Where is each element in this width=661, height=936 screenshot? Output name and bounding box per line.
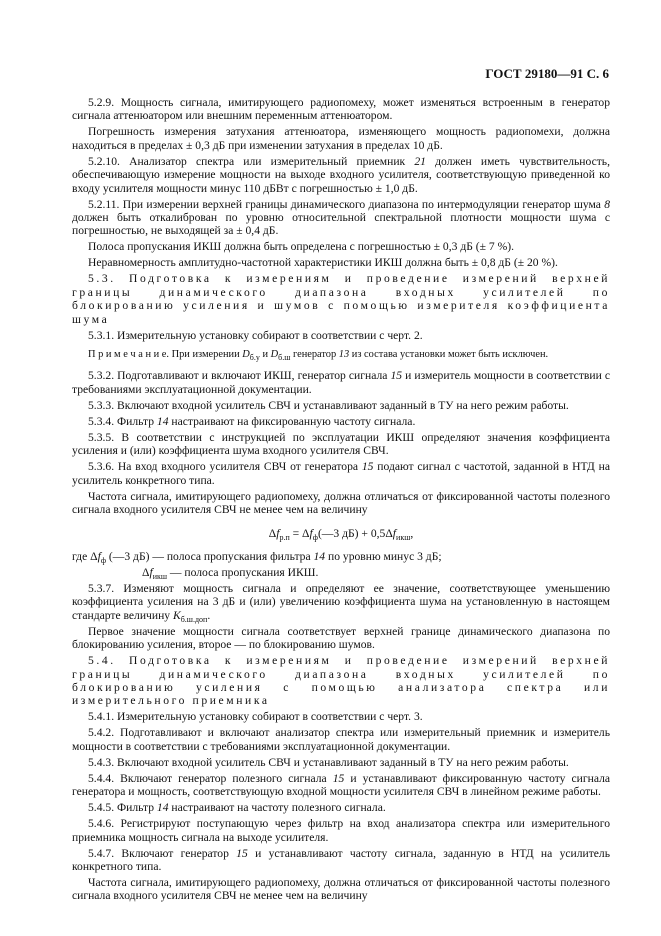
text-run: где Δ <box>72 549 98 563</box>
text-run: подают сигнал с частотой, заданной в НТД на усилитель конкретного типа. <box>72 460 610 487</box>
paragraph <box>72 369 610 396</box>
paragraph <box>72 198 610 238</box>
text-run: из состава установки может быть исключен. <box>349 349 549 361</box>
section-heading <box>72 654 610 708</box>
paragraph <box>72 460 610 487</box>
paragraph <box>72 756 610 769</box>
text-run: 5.3.6. На вход входного усилителя СВЧ от генератора <box>88 460 362 474</box>
text-run: П р и м е ч а н и е. <box>88 349 169 361</box>
text-run: 5.4. Подготовка к измерениям и проведение измерений верхней границы динамического диапазона входных усилителей по блокированию усиления с помощью анализатора спектра или измерительного приемника <box>72 654 610 708</box>
subscript: б.ш.доп <box>180 614 208 624</box>
text-run: должен иметь чувствительность, обеспечивающую измерение мощности на выходе входного усилителя, соответствующую приведенной ко входу усилителя мощности минус 110 дБВт с погрешностью ± 1,0 дБ. <box>72 154 610 195</box>
subscript: ф <box>312 532 318 542</box>
italic-text: f <box>149 565 153 579</box>
italic-text: D <box>242 349 250 361</box>
text-run: Частота сигнала, имитирующего радиопомеху, должна отличаться от фиксированной частоты полезного сигнала входного усилителя СВЧ не менее чем на величину <box>72 489 610 517</box>
text-run: Частота сигнала, имитирующего радиопомеху, должна отличаться от фиксированной частоты полезного сигнала входного усилителя СВЧ не менее чем на величину <box>72 875 610 903</box>
paragraph <box>72 726 610 753</box>
text-run: 5.4.5. Фильтр <box>88 801 157 815</box>
text-run: 5.4.7. Включают генератор <box>88 846 237 860</box>
text-run: (—3 дБ) + 0,5Δ <box>317 526 393 540</box>
italic-text: f <box>276 526 280 540</box>
italic-text: f <box>97 549 101 563</box>
text-run: — полоса пропускания ИКШ. <box>167 565 319 579</box>
text-run: настраивают на фиксированную частоту сигнала. <box>168 414 416 428</box>
note <box>72 348 610 361</box>
text-run: и устанавливают частоту сигнала, заданную в НТД на усилитель конкретного типа. <box>72 846 610 873</box>
paragraph <box>72 155 610 195</box>
formula <box>72 527 610 540</box>
paragraph <box>72 772 610 799</box>
italic-text: 8 <box>604 197 610 211</box>
paragraph <box>72 415 610 428</box>
text-run: 5.3.5. В соответствии с инструкцией по эксплуатации ИКШ определяют значения коэффициента усиления и (или) коэффициента шума входного усилителя СВЧ. <box>72 430 610 458</box>
paragraph <box>72 625 610 652</box>
text-run: 5.4.4. Включают генератор полезного сигнала <box>88 771 333 785</box>
paragraph <box>72 566 610 579</box>
italic-text: 13 <box>338 349 350 361</box>
subscript: ф <box>100 555 106 565</box>
text-run: = Δ <box>289 526 310 540</box>
italic-text: K <box>172 608 181 622</box>
italic-text: 15 <box>236 846 248 860</box>
subscript: икш <box>152 571 168 581</box>
paragraph <box>72 550 610 563</box>
text-run: Δ <box>142 565 150 579</box>
paragraph <box>72 256 610 269</box>
paragraph <box>72 125 610 152</box>
text-run: 5.3.7. Изменяют мощность сигнала и определяют ее значение, соответствующее уменьшению коэффициента усиления на 3 дБ и (или) увеличению коэффициента шума на установленную в настоящем стандарте величину <box>72 581 610 622</box>
text-run: При измерении <box>169 349 243 361</box>
document-body <box>72 96 610 905</box>
text-run: 5.3.2. Подготавливают и включают ИКШ, генератор сигнала <box>88 369 391 383</box>
paragraph <box>72 96 610 123</box>
paragraph <box>72 876 610 903</box>
text-run: 5.3.3. Включают входной усилитель СВЧ и устанавливают заданный в ТУ на него режим работы. <box>88 398 569 412</box>
text-run: 5.3.1. Измерительную установку собирают в соответствии с черт. 2. <box>88 328 423 342</box>
subscript: б.ш <box>278 353 291 363</box>
subscript: б.у <box>249 353 260 363</box>
text-run: 5.2.10. Анализатор спектра или измерительный приемник <box>88 154 415 168</box>
text-run: Δ <box>268 526 277 540</box>
italic-text: 14 <box>156 414 169 428</box>
text-run: Неравномерность амплитудно-частотной характеристики ИКШ должна быть ± 0,8 дБ (± 20 %). <box>88 256 558 270</box>
text-run: 5.2.11. При измерении верхней границы динамического диапазона по интермодуляции генератор шума <box>88 197 605 211</box>
text-run: и <box>259 349 271 361</box>
text-run: должен быть откалиброван по уровню относительной спектральной плотности мощности шума с погрешностью, не выходящей за ± 0,4 дБ. <box>72 211 610 238</box>
page-header: ГОСТ 29180—91 С. 6 <box>485 66 609 81</box>
text-run: настраивают на частоту полезного сигнала. <box>168 801 386 815</box>
paragraph <box>72 240 610 253</box>
text-run: (—3 дБ) — полоса пропускания фильтра <box>106 549 314 563</box>
paragraph <box>72 329 610 342</box>
section-heading <box>72 272 610 326</box>
text-run: Первое значение мощности сигнала соответствует верхней границе динамического диапазона по блокированию усиления, второе — по блокированию шумов. <box>72 624 610 652</box>
text-run: и устанавливают фиксированную частоту сигнала генератора и мощность, соответствующую входной мощности усилителя СВЧ в линейном режиме работы. <box>72 771 610 799</box>
paragraph <box>72 817 610 844</box>
italic-text: f <box>392 526 397 540</box>
text-run: генератор <box>290 349 339 361</box>
text-run: . <box>207 608 211 622</box>
italic-text: 21 <box>414 154 426 168</box>
italic-text: 15 <box>390 369 403 383</box>
text-run: 5.4.6. Регистрируют поступающую через фильтр на вход анализатора спектра или измерительного приемника мощность сигнала на выходе усилителя. <box>72 817 610 844</box>
paragraph <box>72 490 610 517</box>
text-run: , <box>410 526 414 540</box>
paragraph <box>72 710 610 723</box>
text-run: и измеритель мощности в соответствии с требованиями эксплуатационной документации. <box>72 369 610 396</box>
text-run: 5.4.2. Подготавливают и включают анализатор спектра или измерительный приемник и измеритель мощности в соответствии с требованиями эксплуатационной документации. <box>72 726 610 753</box>
paragraph <box>72 431 610 458</box>
text-run: 5.2.9. Мощность сигнала, имитирующего радиопомеху, может изменяться встроенным в генератор сигнала аттенюатором или внешним переменным аттенюатором. <box>72 96 610 123</box>
subscript: икш <box>396 532 411 542</box>
text-run: 5.4.3. Включают входной усилитель СВЧ и устанавливают заданный в ТУ на него режим работы. <box>88 755 569 769</box>
paragraph <box>72 847 610 874</box>
italic-text: 14 <box>156 801 169 815</box>
text-run: 5.3. Подготовка к измерениям и проведение измерений верхней границы динамического диапазона входных усилителей по блокированию усиления и шумов с помощью измерителя коэффициента шума <box>72 272 610 326</box>
text-run: Погрешность измерения затухания аттенюатора, изменяющего мощность радиопомехи, должна находиться в пределах ± 0,3 дБ при изменении затухания в пределах 10 дБ. <box>72 125 610 152</box>
text-run: Полоса пропускания ИКШ должна быть определена с погрешностью ± 0,3 дБ (± 7 %). <box>88 240 515 254</box>
italic-text: D <box>270 349 279 361</box>
paragraph <box>72 399 610 412</box>
italic-text: 15 <box>332 771 345 785</box>
italic-text: f <box>309 526 313 540</box>
paragraph <box>72 582 610 622</box>
text-run: по уровню минус 3 дБ; <box>325 549 442 563</box>
italic-text: 15 <box>361 460 374 474</box>
subscript: р.п <box>279 532 290 542</box>
italic-text: 14 <box>313 549 326 563</box>
text-run: 5.3.4. Фильтр <box>88 414 157 428</box>
paragraph <box>72 801 610 814</box>
text-run: 5.4.1. Измерительную установку собирают в соответствии с черт. 3. <box>88 710 423 724</box>
